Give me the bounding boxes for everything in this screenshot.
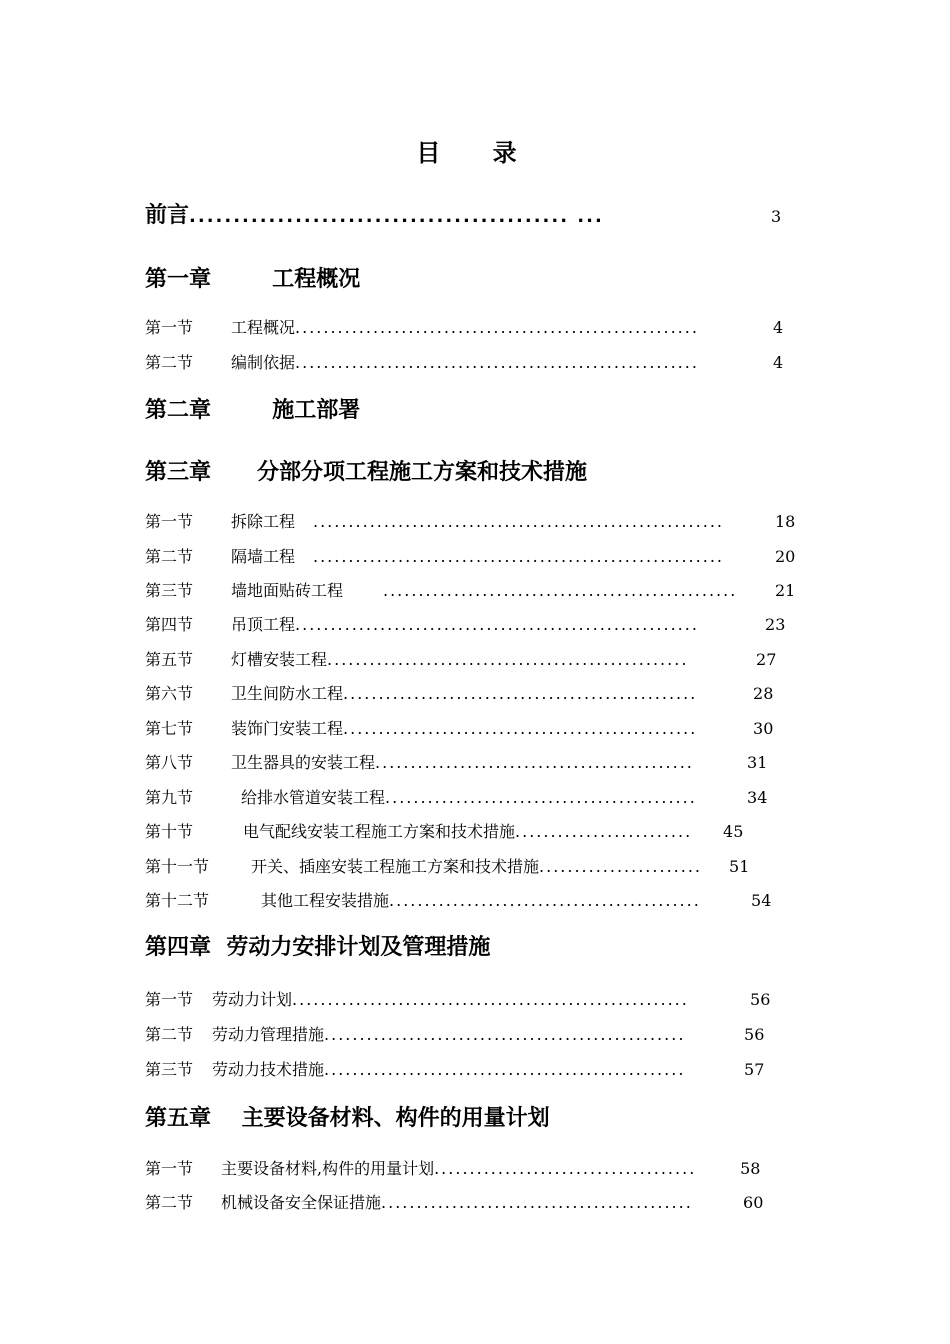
- toc-entry[interactable]: [145, 1022, 764, 1045]
- section-number: 第一节: [145, 318, 194, 337]
- page-number: 18: [775, 512, 796, 531]
- dot-leader: ..........................................................: [313, 547, 724, 566]
- dot-leader: .........................................................: [295, 615, 699, 634]
- toc-entry[interactable]: [145, 578, 795, 601]
- page-number: 23: [765, 615, 786, 634]
- section-number: 第五节: [145, 650, 194, 669]
- section-number: 第十节: [145, 822, 194, 841]
- dot-leader: .............................................: [375, 753, 694, 772]
- entry-label: 前言: [145, 203, 190, 228]
- section-number: 第一节: [145, 990, 194, 1009]
- section-title: 装饰门安装工程: [231, 719, 344, 738]
- section-number: 第三节: [145, 1060, 194, 1079]
- toc-title: 目 录: [416, 139, 539, 167]
- page-number: 51: [729, 857, 750, 876]
- section-number: 第八节: [145, 753, 194, 772]
- toc-entry[interactable]: [145, 987, 770, 1010]
- section-title: 机械设备安全保证措施: [221, 1193, 382, 1212]
- section-number: 第二节: [145, 547, 194, 566]
- section-title: 吊顶工程: [231, 615, 296, 634]
- toc-entry[interactable]: [145, 350, 795, 373]
- dot-leader: .......................: [539, 857, 702, 876]
- toc-entry[interactable]: [145, 1156, 760, 1179]
- section-number: 第四节: [145, 615, 194, 634]
- dot-leader: ........................................... ...: [189, 206, 604, 227]
- page-number: 31: [747, 753, 768, 772]
- section-title: 电气配线安装工程施工方案和技术措施: [243, 822, 516, 841]
- toc-entry[interactable]: [145, 612, 785, 635]
- section-title: 编制依据: [231, 353, 296, 372]
- section-number: 第九节: [145, 788, 194, 807]
- toc-entry[interactable]: [145, 750, 767, 773]
- section-number: 第十二节: [145, 891, 210, 910]
- page-number: 28: [753, 684, 774, 703]
- chapter-heading[interactable]: 第三章 分部分项工程施工方案和技术措施: [145, 460, 587, 485]
- dot-leader: ............................................: [385, 788, 697, 807]
- section-number: 第十一节: [145, 857, 210, 876]
- section-title: 劳动力计划: [212, 990, 293, 1009]
- page-number: 4: [773, 353, 784, 372]
- chapter-heading[interactable]: 第一章 工程概况: [145, 267, 361, 292]
- section-number: 第一节: [145, 512, 194, 531]
- chapter-heading[interactable]: 第五章 主要设备材料、构件的用量计划: [145, 1106, 550, 1131]
- section-title: 工程概况: [231, 318, 296, 337]
- dot-leader: ............................................: [389, 891, 701, 910]
- toc-entry[interactable]: [145, 854, 749, 877]
- section-number: 第二节: [145, 353, 194, 372]
- toc-entry[interactable]: [145, 888, 771, 911]
- toc-entry[interactable]: [145, 1057, 764, 1080]
- dot-leader: ..........................................................: [313, 512, 724, 531]
- toc-entry[interactable]: [145, 544, 795, 567]
- page-number: 56: [744, 1025, 765, 1044]
- section-number: 第三节: [145, 581, 194, 600]
- dot-leader: .........................: [515, 822, 693, 841]
- page-number: 34: [747, 788, 768, 807]
- dot-leader: ...................................................: [324, 1025, 686, 1044]
- page-number: 20: [775, 547, 796, 566]
- dot-leader: ...................................................: [327, 650, 689, 669]
- page-number: 57: [744, 1060, 765, 1079]
- section-title: 主要设备材料,构件的用量计划: [221, 1159, 435, 1178]
- dot-leader: ........................................................: [292, 990, 689, 1009]
- page-number: 3: [771, 207, 782, 226]
- section-number: 第七节: [145, 719, 194, 738]
- toc-entry-preface[interactable]: [145, 198, 795, 229]
- section-title: 卫生间防水工程: [231, 684, 344, 703]
- page-number: 56: [750, 990, 771, 1009]
- page-number: 58: [740, 1159, 761, 1178]
- page-number: 4: [773, 318, 784, 337]
- dot-leader: ..................................................: [343, 684, 698, 703]
- section-title: 给排水管道安装工程: [241, 788, 386, 807]
- section-number: 第一节: [145, 1159, 194, 1178]
- toc-entry[interactable]: [145, 785, 767, 808]
- page-number: 54: [751, 891, 772, 910]
- page-number: 30: [753, 719, 774, 738]
- toc-entry[interactable]: [145, 716, 773, 739]
- dot-leader: ...................................................: [324, 1060, 686, 1079]
- section-number: 第二节: [145, 1193, 194, 1212]
- dot-leader: ..................................................: [383, 581, 738, 600]
- dot-leader: .....................................: [434, 1159, 697, 1178]
- section-title: 卫生器具的安装工程: [231, 753, 376, 772]
- section-title: 灯槽安装工程: [231, 650, 328, 669]
- section-title: 劳动力技术措施: [212, 1060, 325, 1079]
- section-title: 劳动力管理措施: [212, 1025, 325, 1044]
- dot-leader: ............................................: [381, 1193, 693, 1212]
- toc-entry[interactable]: [145, 509, 795, 532]
- page-number: 60: [743, 1193, 764, 1212]
- chapter-heading[interactable]: 第四章 劳动力安排计划及管理措施: [145, 935, 491, 960]
- toc-entry[interactable]: [145, 681, 773, 704]
- section-number: 第二节: [145, 1025, 194, 1044]
- toc-entry[interactable]: [145, 1190, 763, 1213]
- toc-entry[interactable]: [145, 315, 795, 338]
- page-number: 45: [723, 822, 744, 841]
- dot-leader: .........................................................: [295, 318, 699, 337]
- dot-leader: ..................................................: [343, 719, 698, 738]
- section-title: 隔墙工程: [231, 547, 296, 566]
- toc-entry[interactable]: [145, 647, 776, 670]
- page-number: 27: [756, 650, 777, 669]
- section-title: 墙地面贴砖工程: [231, 581, 344, 600]
- section-title: 拆除工程: [231, 512, 296, 531]
- toc-entry[interactable]: [145, 819, 743, 842]
- chapter-heading[interactable]: 第二章 施工部署: [145, 398, 361, 423]
- page-number: 21: [775, 581, 796, 600]
- dot-leader: .........................................................: [295, 353, 699, 372]
- section-title: 其他工程安装措施: [261, 891, 390, 910]
- section-number: 第六节: [145, 684, 194, 703]
- section-title: 开关、插座安装工程施工方案和技术措施: [251, 857, 540, 876]
